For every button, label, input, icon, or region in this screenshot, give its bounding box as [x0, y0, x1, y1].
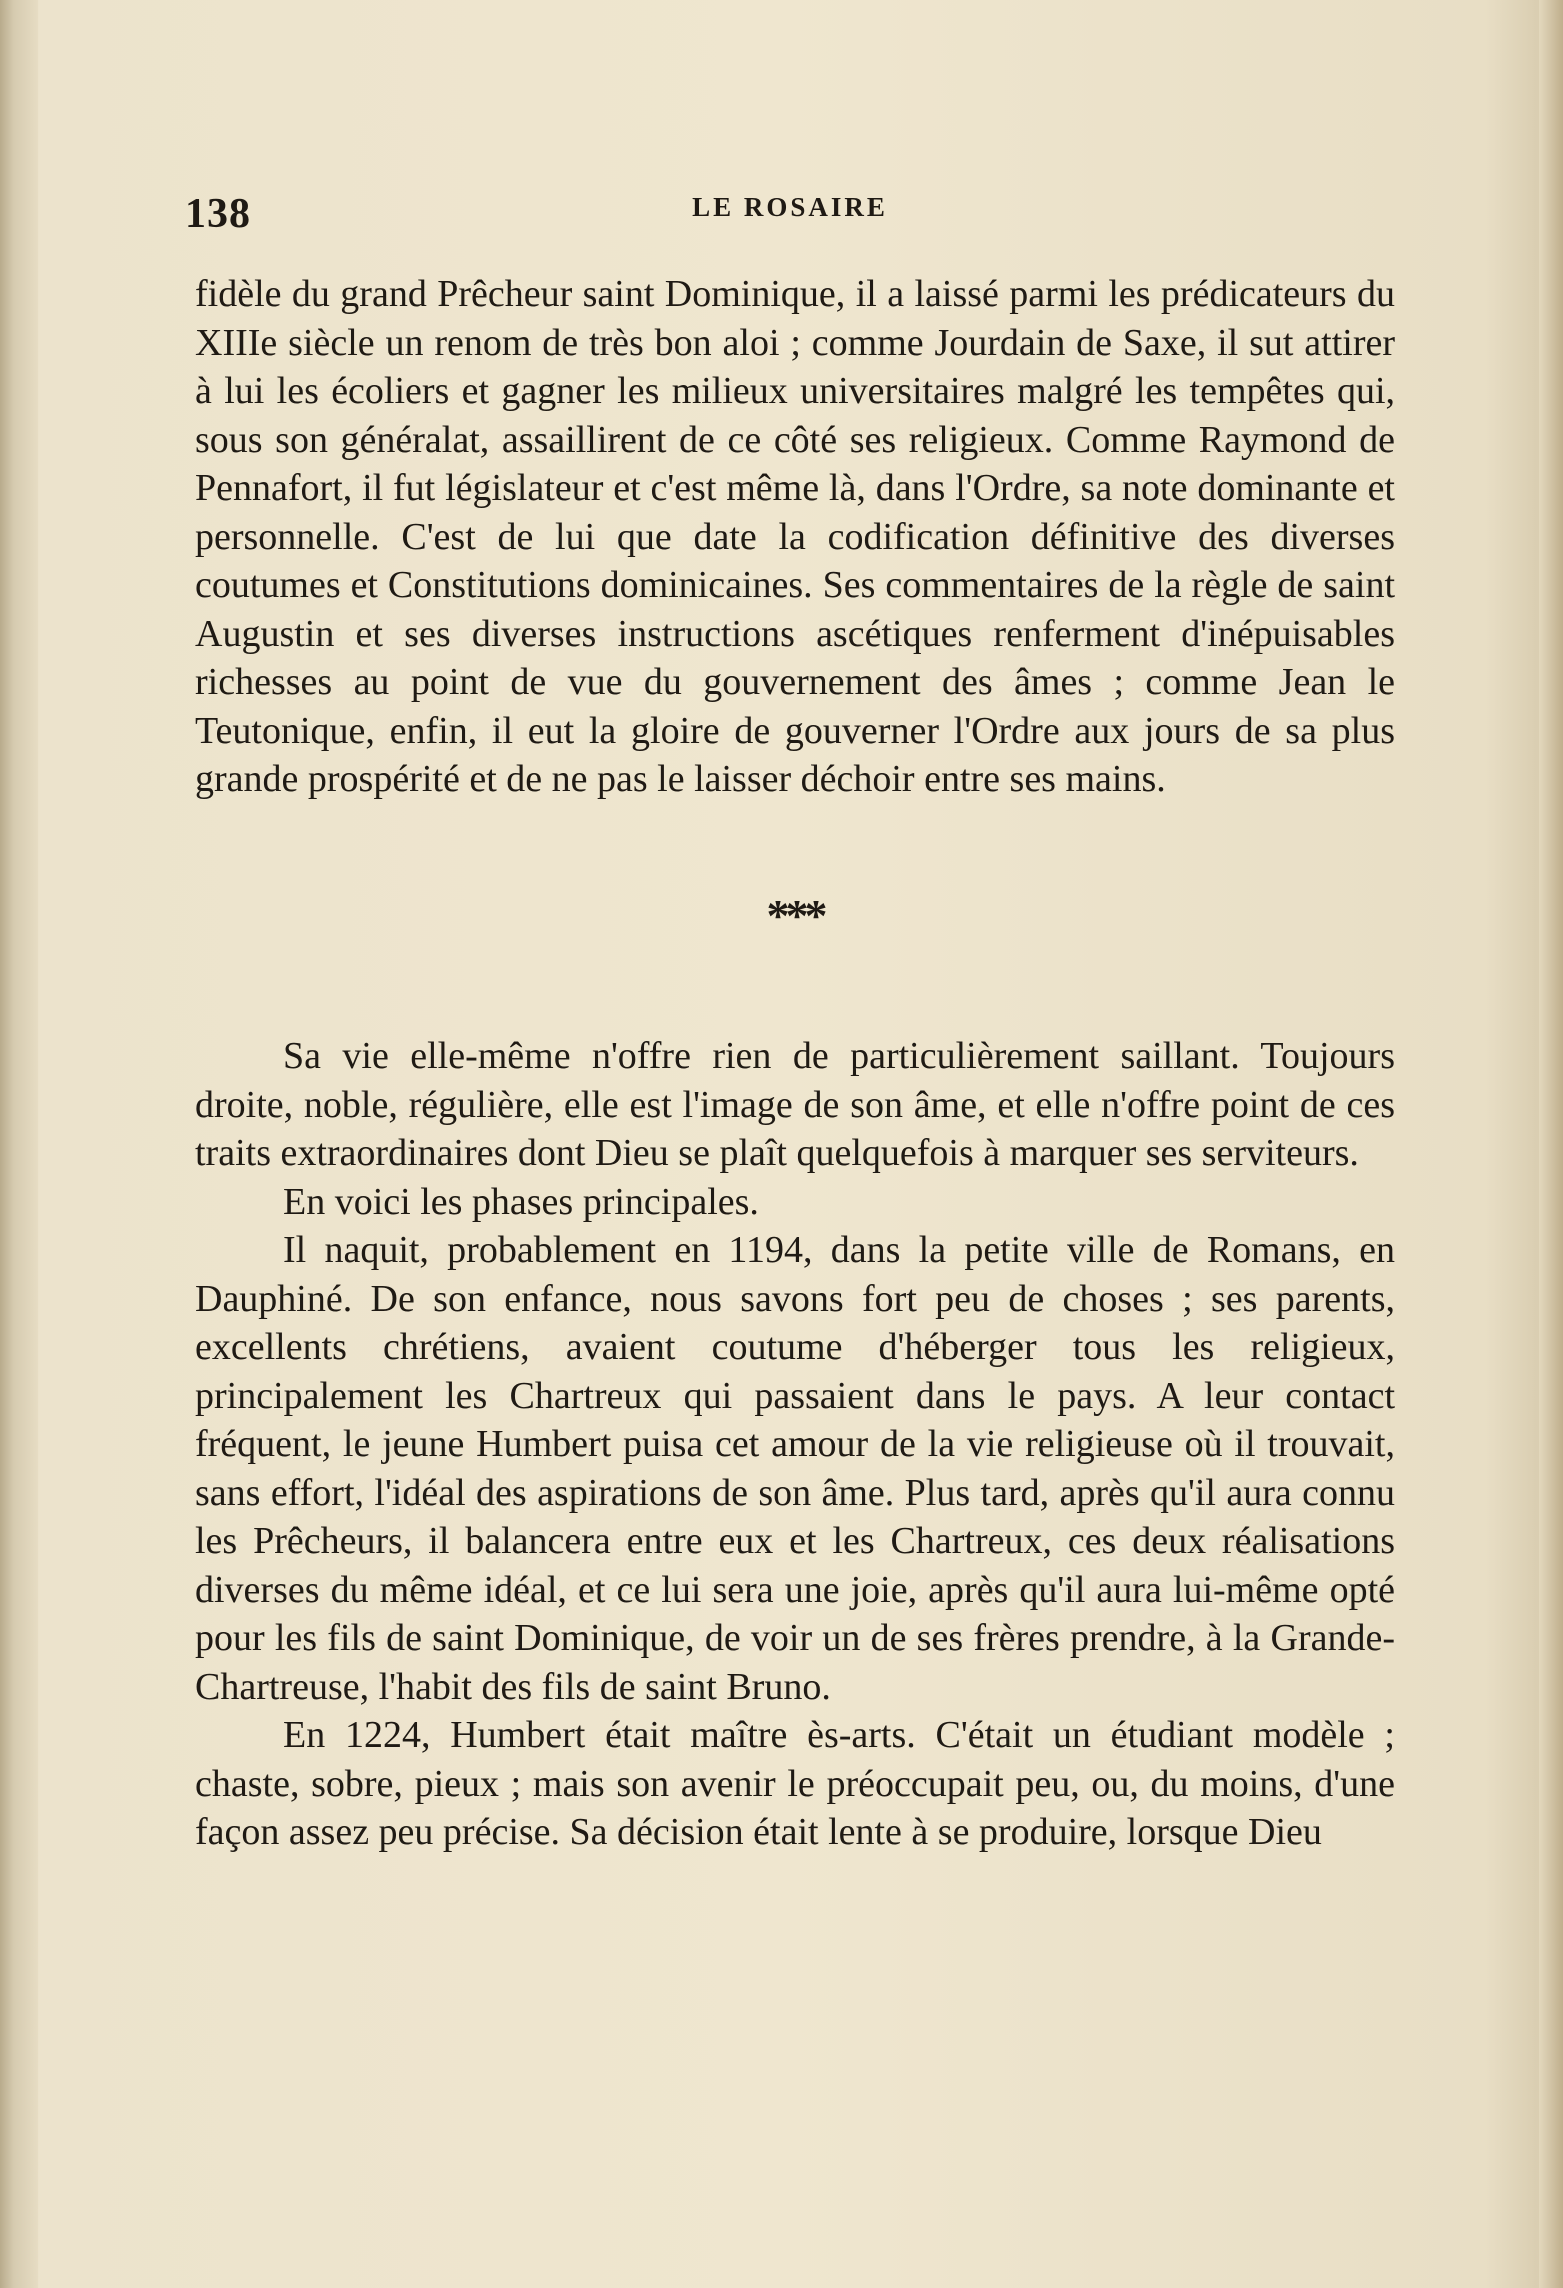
- page-header: [185, 180, 1395, 250]
- paragraph: En 1224, Humbert était maître ès-arts. C'était un étudiant modèle ; chaste, sobre, pieux ; mais son avenir le préoccupait peu, ou, du moins, d'une façon assez peu précise. Sa décision était lente à se produire, lorsque Dieu: [195, 1714, 1395, 1853]
- page-number: 138: [185, 191, 251, 237]
- page-edge: [1539, 0, 1563, 2288]
- paragraph: Il naquit, probablement en 1194, dans la petite ville de Romans, en Dauphiné. De son enfance, nous savons fort peu de choses ; ses parents, excellents chrétiens, avaient coutume d'héberger tous les religieux, principalement les Chartreux qui passaient dans le pays. A leur contact fréquent, le jeune Humbert puisa cet amour de la vie religieuse où il trouvait, sans effort, l'idéal des aspirations de son âme. Plus tard, après qu'il aura connu les Prêcheurs, il balancera entre eux et les Chartreux, ces deux réalisations diverses du même idéal, et ce lui sera une joie, après qu'il aura lui-même opté pour les fils de saint Dominique, de voir un de ses frères prendre, à la Grande-Chartreuse, l'habit des fils de saint Bruno.: [195, 1229, 1395, 1708]
- paragraph: En voici les phases principales.: [283, 1180, 759, 1223]
- running-title: LE ROSAIRE: [692, 192, 888, 222]
- paragraph: fidèle du grand Prêcheur saint Dominique, il a laissé parmi les prédicateurs du XIIIe siècle un renom de très bon aloi ; comme Jourdain de Saxe, il sut attirer à lui les écoliers et gagner les milieux universitaires malgré les tempêtes qui, sous son généralat, assaillirent de ce côté ses religieux. Comme Raymond de Pennafort, il fut législateur et c'est même là, dans l'Ordre, sa note dominante et personnelle. C'est de lui que date la codification définitive des diverses coutumes et Constitutions dominicaines. Ses commentaires de la règle de saint Augustin et ses diverses instructions ascétiques renferment d'inépuisables richesses au point de vue du gouvernement des âmes ; comme Jean le Teutonique, enfin, il eut la gloire de gouverner l'Ordre aux jours de sa plus grande prospérité et de ne pas le laisser déchoir entre ses mains.: [195, 273, 1395, 800]
- section-separator: ***: [766, 889, 824, 941]
- body-text: [195, 270, 1395, 1857]
- paragraph: Sa vie elle-même n'offre rien de particulièrement saillant. Toujours droite, noble, régulière, elle est l'image de son âme, et elle n'offre point de ces traits extraordinaires dont Dieu se plaît quelquefois à marquer ses serviteurs.: [195, 1035, 1395, 1174]
- page-gutter: [0, 0, 38, 2288]
